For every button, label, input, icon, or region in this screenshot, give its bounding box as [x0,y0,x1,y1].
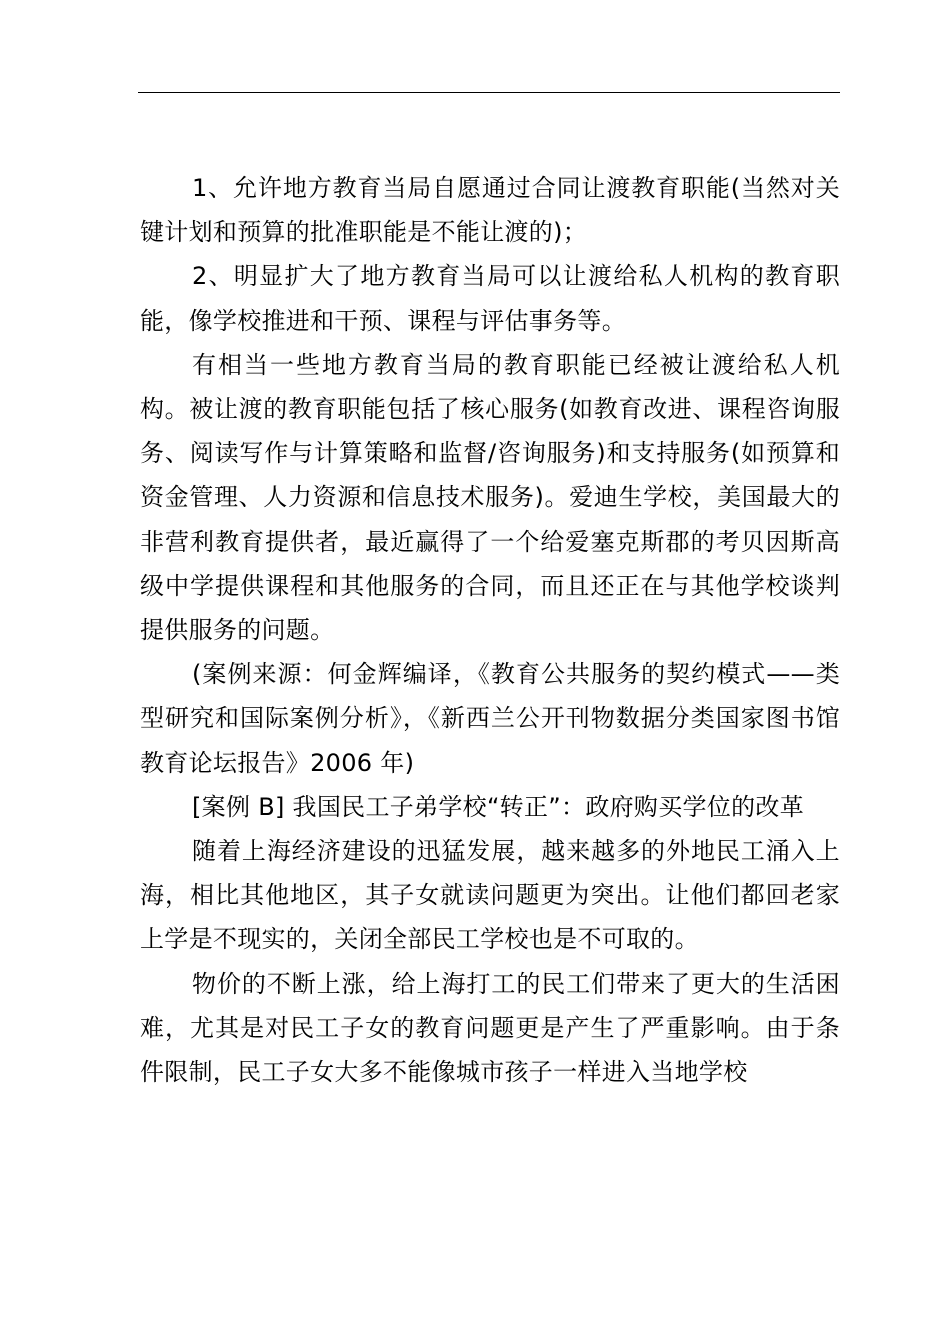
paragraph-private-transfer: 有相当一些地方教育当局的教育职能已经被让渡给私人机构。被让渡的教育职能包括了核心服务(如教育改进、课程咨询服务、阅读写作与计算策略和监督/咨询服务)和支持服务(如预算和资金管理、人力资源和信息技术服务)。爱迪生学校，美国最大的非营利教育提供者，最近赢得了一个给爱塞克斯郡的考贝因斯高级中学提供课程和其他服务的合同，而且还正在与其他学校谈判提供服务的问题。 [140,350,840,645]
header-rule [138,92,840,93]
paragraph-case-b-title: [案例 B] 我国民工子弟学校“转正”：政府购买学位的改革 [192,792,805,821]
paragraph-shanghai-migrants: 随着上海经济建设的迅猛发展，越来越多的外地民工涌入上海，相比其他地区，其子女就读问题更为突出。让他们都回老家上学是不现实的，关闭全部民工学校也是不可取的。 [140,837,840,954]
body-text [140,166,840,1094]
paragraph-case-source: (案例来源：何金辉编译，《教育公共服务的契约模式——类型研究和国际案例分析》，《新西兰公开刊物数据分类国家图书馆教育论坛报告》2006 年) [140,660,840,777]
paragraph-item-2: 2、明显扩大了地方教育当局可以让渡给私人机构的教育职能，像学校推进和干预、课程与评估事务等。 [140,262,840,335]
paragraph-price-rise: 物价的不断上涨，给上海打工的民工们带来了更大的生活困难，尤其是对民工子女的教育问题更是产生了严重影响。由于条件限制，民工子女大多不能像城市孩子一样进入当地学校 [140,969,840,1087]
paragraph-item-1: 1、允许地方教育当局自愿通过合同让渡教育职能(当然对关键计划和预算的批准职能是不能让渡的)； [140,174,840,247]
